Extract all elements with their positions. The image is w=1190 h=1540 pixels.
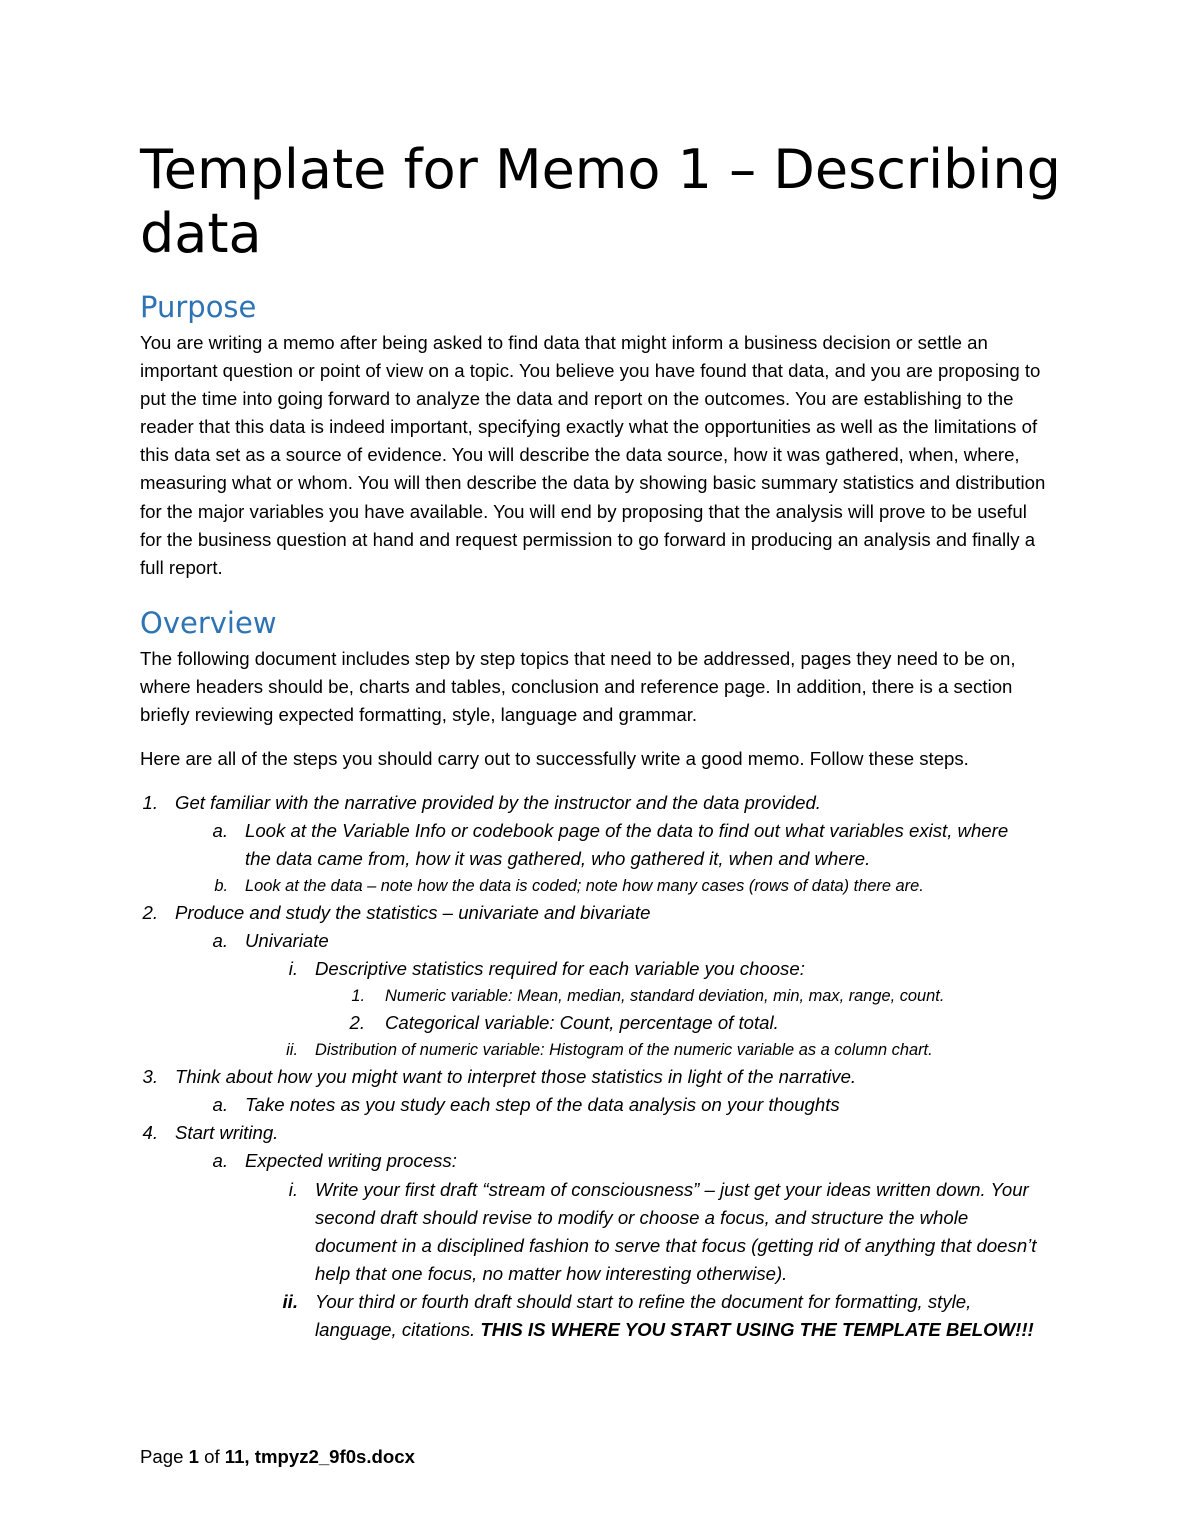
list-item-text: Your third or fourth draft should start to refine the document for formatting, style, language, citations. <box>315 1291 972 1340</box>
emphasis-text: THIS IS WHERE YOU START USING THE TEMPLATE BELOW!!! <box>480 1319 1034 1340</box>
document-page: Template for Memo 1 – Describing data Purpose You are writing a memo after being asked to find data that might inform a business decision or settle an important question or point of view on a topic. You believe you have found that data, and you are proposing to put the time into going forward to analyze the data and report on the outcomes. You are establishing to the reader that this data is indeed important, specifying exactly what the opportunities as well as the limitations of this data set as a source of evidence. You will describe the data source, how it was gathered, when, where, measuring what or whom. You will then describe the data by showing basic summary statistics and distribution for the major variables you have available. You will end by proposing that the analysis will prove to be useful for the business question at hand and request permission to go forward in producing an analysis and finally a full report. Overview The following document includes step by step topics that need to be addressed, pages they need to be on, where headers should be, charts and tables, conclusion and reference page. In addition, there is a section briefly reviewing expected formatting, style, language and grammar. Here are all of the steps you should carry out to successfully write a good memo. Follow these steps. 1. Get familiar with the narrative provided by the instructor and the data provided. a. Look at the Variable Info or codebook page of the data to find out what variables exist, where the data came from, how it was gathered, who gathered it, when and where. b. Look at the data – note how the data is coded; note how many cases (rows of data) there are. 2. Produce and study the statistics – univariate and bivariate a. Univariate i. Descriptive statistics required for each variable you choose: 1. Numeric variable: Mean, median, standard deviation, min, max, range, count. 2. Categorical variable: Count, percentage of total. ii. Distribution of numeric variable: Histogram of the numeric variable as a column chart. 3. Think about how you might want to interpret those statistics in light of the narrative. a. Take notes as you study each step of the data analysis on your thoughts 4. Start writing. a. Expected writing process: i. Write your first draft “stream of consciousness” – just get your ideas written down. Your second draft should revise to modify or choose a focus, and structure the whole document in a disciplined fashion to serve that focus (getting rid of anything that doesn’t help that one focus, no matter how interesting otherwise). ii. Your third or fourth draft should start to refine the document for formatting, style, language, citations. THIS IS WHERE YOU START USING THE TEMPLATE BELOW!!! Page 1 of 11, tmpyz2_9f0s.docx <box>0 0 1190 1540</box>
page-footer: Page 1 of 11, tmpyz2_9f0s.docx <box>140 1446 415 1467</box>
purpose-heading: Purpose <box>140 290 257 324</box>
overview-paragraph: The following document includes step by step topics that need to be addressed, pages they need to be on, where headers should be, charts and tables, conclusion and reference page. In addition, there is a section briefly reviewing expected formatting, style, language and grammar. <box>140 648 1016 726</box>
page-total-filename: 11, tmpyz2_9f0s.docx <box>224 1446 415 1467</box>
purpose-paragraph: You are writing a memo after being asked to find data that might inform a business decision or settle an important question or point of view on a topic. You believe you have found that data, and you are proposing to put the time into going forward to analyze the data and report on the outcomes. You are establishing to the reader that this data is indeed important, specifying exactly what the opportunities as well as the limitations of this data set as a source of evidence. You will describe the data source, how it was gathered, when, where, measuring what or whom. You will then describe the data by showing basic summary statistics and distribution for the major variables you have available. You will end by proposing that the analysis will prove to be useful for the business question at hand and request permission to go forward in producing an analysis and finally a full report. <box>140 332 1046 578</box>
page-number: 1 <box>188 1446 199 1467</box>
overview-heading: Overview <box>140 606 277 640</box>
overview-steps-intro: Here are all of the steps you should carry out to successfully write a good memo. Follow these steps. <box>140 748 969 769</box>
document-title: Template for Memo 1 – Describing data <box>140 138 1061 265</box>
